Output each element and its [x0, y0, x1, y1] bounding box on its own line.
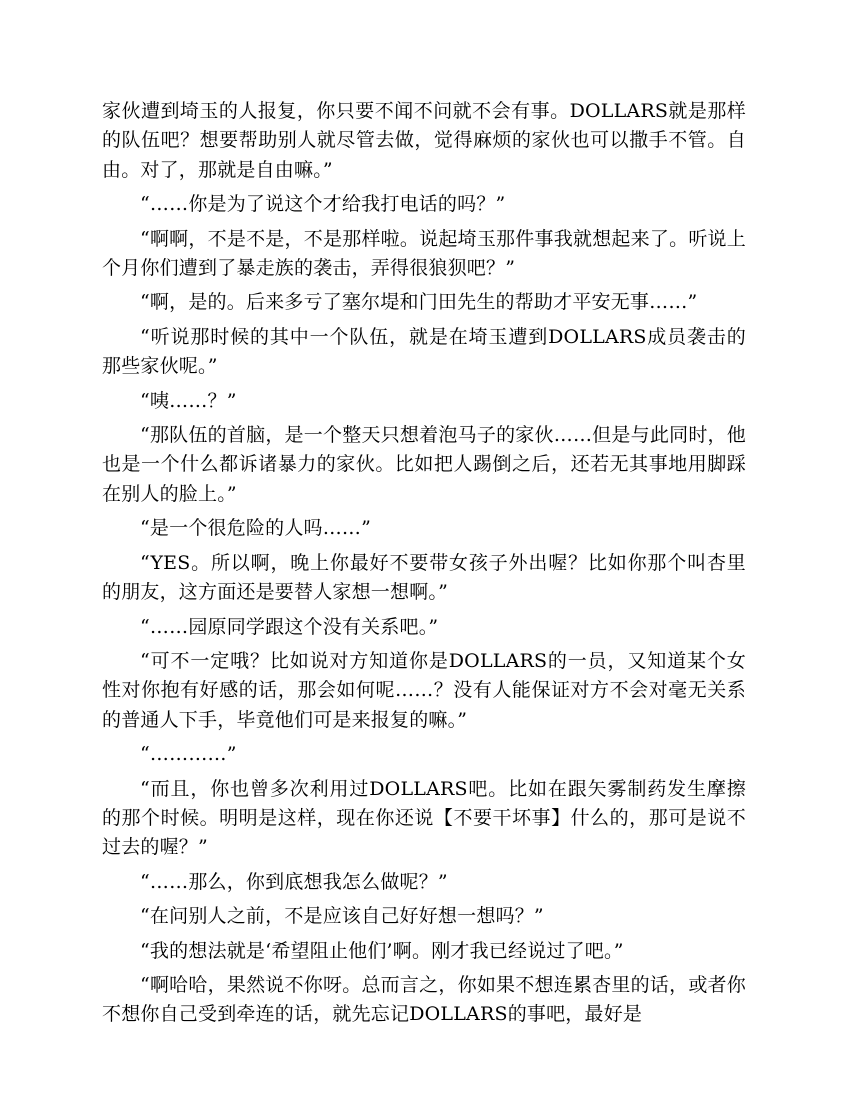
paragraph: 家伙遭到埼玉的人报复，你只要不闻不问就不会有事。DOLLARS就是那样的队伍吧？想要帮助别人就尽管去做，觉得麻烦的家伙也可以撒手不管。自由。对了，那就是自由嘛。” — [102, 100, 746, 181]
paragraph: “啊啊，不是不是，不是那样啦。说起埼玉那件事我就想起来了。听说上个月你们遭到了暴走族的袭击，弄得很狼狈吧？” — [102, 227, 746, 280]
paragraph: “……园原同学跟这个没有关系吧。” — [140, 615, 439, 638]
document-page — [102, 97, 746, 1035]
paragraph: “啊哈哈，果然说不你呀。总而言之，你如果不想连累杏里的话，或者你不想你自己受到牵连的话，就先忘记DOLLARS的事吧，最好是 — [102, 973, 746, 1026]
paragraph: “…………” — [140, 743, 237, 766]
paragraph: “……你是为了说这个才给我打电话的吗？” — [140, 193, 506, 216]
paragraph: “YES。所以啊，晚上你最好不要带女孩子外出喔？比如你那个叫杏里的朋友，这方面还是要替人家想一想啊。” — [102, 551, 746, 604]
paragraph: “而且，你也曾多次利用过DOLLARS吧。比如在跟矢雾制药发生摩擦的那个时候。明明是这样，现在你还说【不要干坏事】什么的，那可是说不过去的喔？” — [102, 777, 746, 859]
paragraph: “啊，是的。后来多亏了塞尔堤和门田先生的帮助才平安无事……” — [140, 291, 698, 314]
paragraph: “是一个很危险的人吗……” — [140, 517, 372, 540]
paragraph: “……那么，你到底想我怎么做呢？” — [140, 870, 448, 893]
paragraph: “听说那时候的其中一个队伍，就是在埼玉遭到DOLLARS成员袭击的那些家伙呢。” — [102, 325, 746, 378]
paragraph: “在问别人之前，不是应该自己好好想一想吗？” — [140, 905, 544, 928]
paragraph: “那队伍的首脑，是一个整天只想着泡马子的家伙……但是与此同时，他也是一个什么都诉诸暴力的家伙。比如把人踢倒之后，还若无其事地用脚踩在别人的脸上。” — [102, 424, 746, 505]
paragraph: “咦……？” — [140, 389, 237, 412]
paragraph: “我的想法就是‘希望阻止他们’啊。刚才我已经说过了吧。” — [140, 939, 624, 962]
paragraph: “可不一定哦？比如说对方知道你是DOLLARS的一员，又知道某个女性对你抱有好感的话，那会如何呢……？没有人能保证对方不会对毫无关系的普通人下手，毕竟他们可是来报复的嘛。” — [102, 649, 746, 731]
